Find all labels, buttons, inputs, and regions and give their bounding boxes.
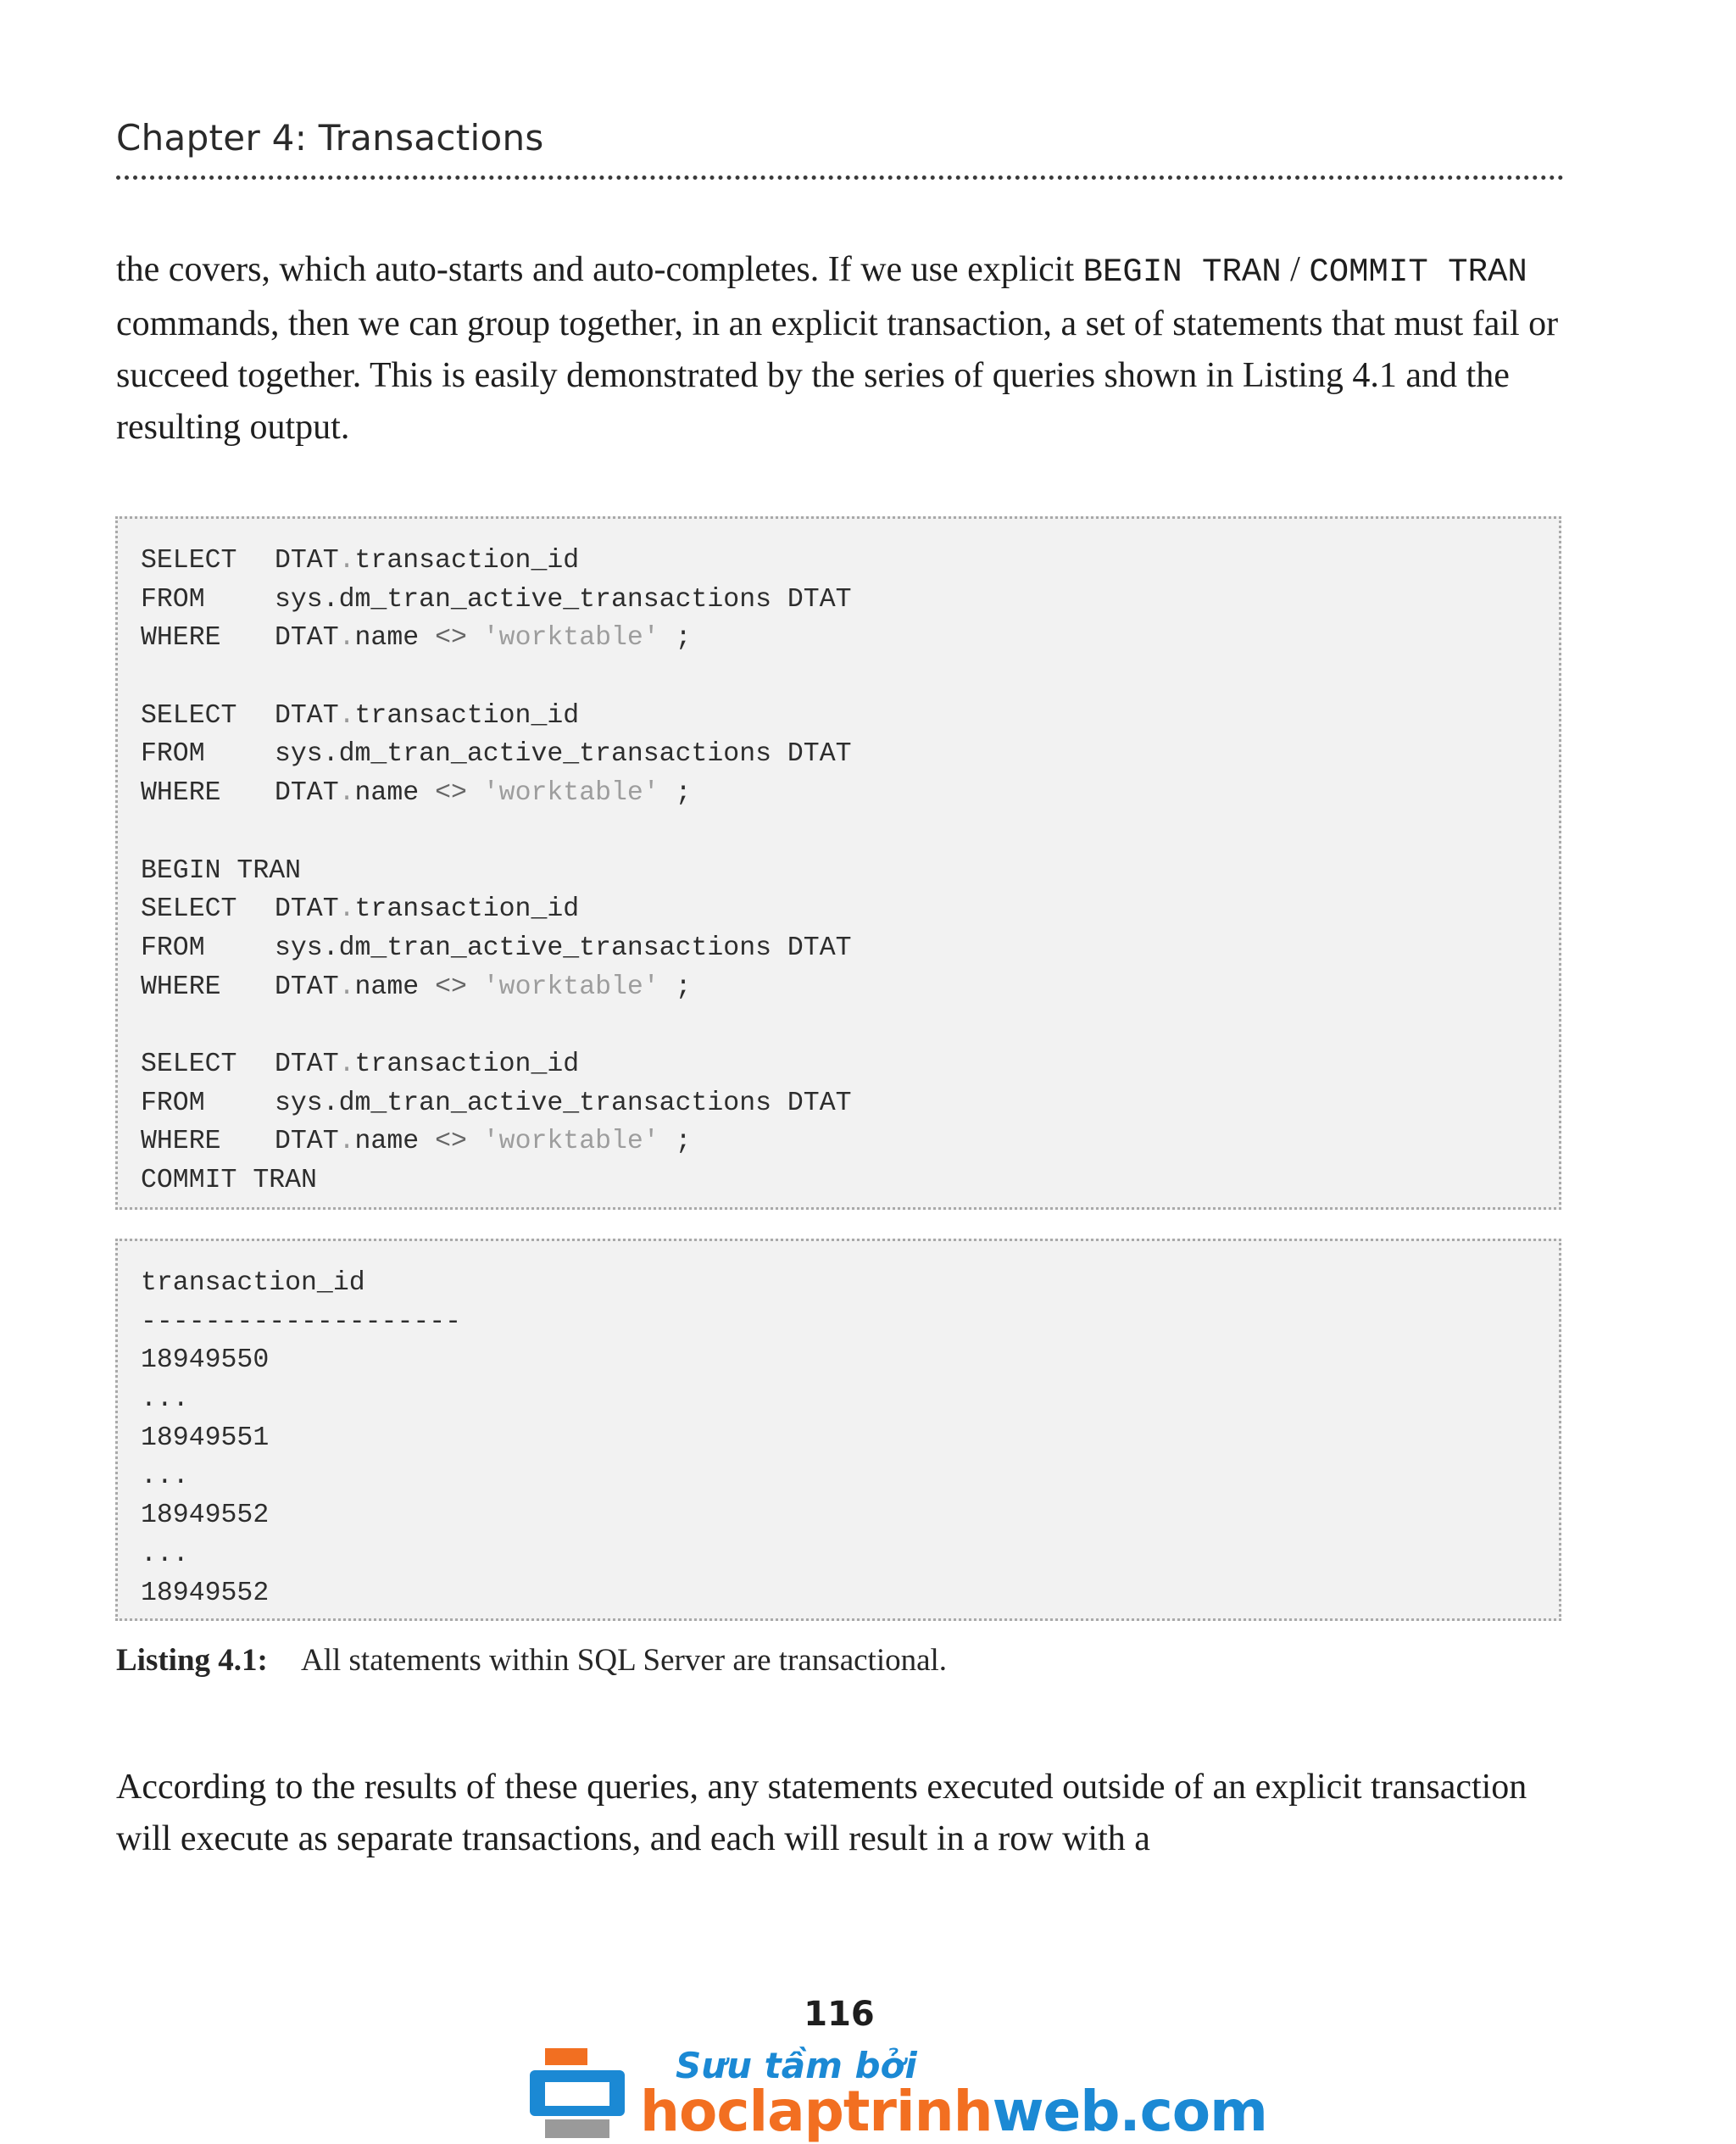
operator: <> [435,972,467,1002]
keyword-select: SELECT [141,700,237,731]
code-line [141,929,1559,968]
paragraph-text: the covers, which auto-starts and auto-completes. If we use explicit [116,250,1083,289]
dot: . [338,1049,355,1079]
output-row: ... [141,1384,189,1415]
alias: DTAT [787,1088,852,1118]
operator: <> [435,623,467,654]
string-literal: 'worktable' [482,778,659,809]
semicolon: ; [675,623,692,654]
sql-listing [115,516,1561,1210]
alias: DTAT [275,894,339,925]
keyword-where: WHERE [141,972,221,1002]
code-line [141,1122,1559,1161]
output-row: 18949552 [141,1578,270,1608]
column-name: name [354,778,420,809]
code-line-commit-tran: COMMIT TRAN [141,1166,317,1195]
column-transaction-id: transaction_id [354,546,580,576]
operator: <> [435,1127,467,1157]
code-line [141,1084,1559,1123]
caption-label: Listing 4.1: [116,1643,268,1678]
header-dotted-rule [116,175,1564,180]
alias: DTAT [275,700,339,731]
keyword-select: SELECT [141,894,237,925]
view-name: sys.dm_tran_active_transactions [275,739,771,770]
paragraph-text: / [1281,250,1310,289]
code-line [141,735,1559,774]
column-transaction-id: transaction_id [354,700,580,731]
blank-line [141,658,1559,697]
inline-code-commit-tran: COMMIT TRAN [1309,253,1527,291]
code-line [141,774,1559,813]
body-paragraph-1 [116,244,1574,454]
listing-caption [116,1642,947,1679]
blank-line [141,1006,1559,1045]
running-head: Chapter 4: Transactions [116,117,544,159]
watermark [530,2045,1267,2144]
output-row: 18949552 [141,1501,270,1531]
inline-code-begin-tran: BEGIN TRAN [1082,253,1282,291]
alias: DTAT [787,739,852,770]
semicolon: ; [675,778,692,809]
output-header: transaction_id [141,1268,365,1298]
code-line [141,581,1559,620]
string-literal: 'worktable' [482,972,659,1002]
output-row: ... [141,1462,189,1492]
alias: DTAT [787,933,852,963]
code-line-begin-tran: BEGIN TRAN [141,855,302,886]
keyword-where: WHERE [141,1127,221,1157]
keyword-select: SELECT [141,546,237,576]
operator: <> [435,778,467,809]
output-row: ... [141,1539,189,1569]
string-literal: 'worktable' [482,623,659,654]
alias: DTAT [275,778,339,809]
string-literal: 'worktable' [482,1127,659,1157]
dot: . [338,894,355,925]
code-line [141,1045,1559,1084]
column-transaction-id: transaction_id [354,894,580,925]
alias: DTAT [275,972,339,1002]
output-separator: -------------------- [141,1306,462,1337]
keyword-from: FROM [141,1088,205,1118]
alias: DTAT [275,546,339,576]
code-line [141,890,1559,929]
keyword-select: SELECT [141,1049,237,1079]
alias: DTAT [787,584,852,615]
watermark-tagline: Sưu tầm bởi [676,2045,917,2086]
watermark-site-part1: hoclaptrinh [640,2079,993,2144]
page-number: 116 [804,1995,875,2034]
code-line [141,697,1559,736]
alias: DTAT [275,1049,339,1079]
paragraph-text: commands, then we can group together, in an explicit transaction, a set of statements that must fail or succeed together. This is easily demonstrated by the series of queries shown in Listing 4.1 and the resulting output. [116,304,1559,447]
view-name: sys.dm_tran_active_transactions [275,933,771,963]
alias: DTAT [275,623,339,654]
watermark-site-part2: web.com [992,2079,1267,2144]
keyword-where: WHERE [141,623,221,654]
semicolon: ; [675,1127,692,1157]
column-name: name [354,1127,420,1157]
watermark-site [640,2079,1267,2144]
caption-text: All statements within SQL Server are transactional. [301,1643,948,1678]
code-line [141,619,1559,658]
keyword-from: FROM [141,584,205,615]
column-transaction-id: transaction_id [354,1049,580,1079]
keyword-from: FROM [141,739,205,770]
dot: . [338,972,355,1002]
keyword-from: FROM [141,933,205,963]
keyword-where: WHERE [141,778,221,809]
view-name: sys.dm_tran_active_transactions [275,1088,771,1118]
code-line [141,968,1559,1007]
blank-line [141,813,1559,852]
column-name: name [354,972,420,1002]
dot: . [338,1127,355,1157]
hoclaptrinhweb-logo-icon [530,2048,625,2140]
body-paragraph-2: According to the results of these queries, any statements executed outside of an explicit transaction will execute as separate transactions, and each will result in a row with a [116,1768,1527,1858]
view-name: sys.dm_tran_active_transactions [275,584,771,615]
code-line [141,542,1559,581]
query-output [115,1239,1561,1621]
dot: . [338,700,355,731]
output-row: 18949551 [141,1423,270,1453]
dot: . [338,546,355,576]
dot: . [338,778,355,809]
semicolon: ; [675,972,692,1002]
alias: DTAT [275,1127,339,1157]
column-name: name [354,623,420,654]
dot: . [338,623,355,654]
output-row: 18949550 [141,1345,270,1376]
